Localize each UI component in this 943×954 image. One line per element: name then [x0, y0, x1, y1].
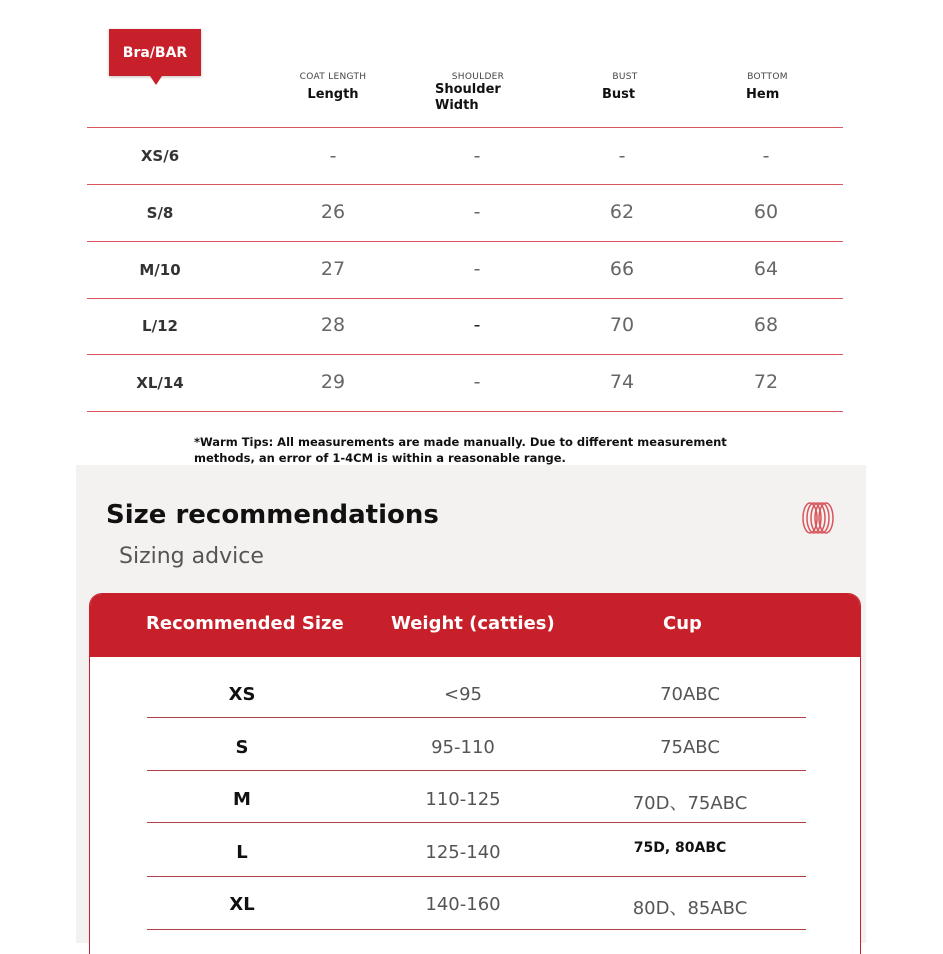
rec-size: S: [235, 737, 249, 758]
rec-weight: 110-125: [425, 789, 501, 810]
column-en-label: SHOULDER: [451, 72, 505, 82]
column-header-hem: [740, 72, 795, 103]
rec-weight: <95: [444, 684, 482, 705]
rec-size: XL: [229, 894, 255, 915]
table-cell: -: [473, 201, 481, 223]
row-size-label: L/12: [142, 317, 178, 335]
recommendation-subtitle: Sizing advice: [119, 544, 264, 569]
rec-weight: 125-140: [425, 842, 501, 863]
rec-weight: 95-110: [431, 737, 495, 758]
column-en-label: BOTTOM: [747, 72, 788, 82]
rec-weight: 140-160: [425, 894, 501, 915]
rec-cup: 75D, 80ABC: [633, 840, 727, 856]
table-cell: 64: [753, 258, 779, 280]
row-size-label: XL/14: [136, 374, 184, 392]
column-en-label: COAT LENGTH: [299, 72, 367, 82]
table-cell: 27: [320, 258, 346, 280]
column-header-length: [295, 72, 371, 103]
size-tag-label: Bra/BAR: [122, 44, 188, 61]
recommendation-table-header: [90, 594, 860, 657]
table-cell: 66: [609, 258, 635, 280]
column-label: Bust: [602, 87, 636, 102]
table-divider: [87, 241, 843, 242]
table-cell: -: [473, 371, 481, 393]
rec-size: L: [236, 842, 248, 863]
header-cup: Cup: [663, 613, 702, 634]
rec-size: M: [233, 789, 251, 810]
table-cell: -: [473, 258, 481, 280]
table-cell: 60: [753, 201, 779, 223]
table-cell: -: [762, 145, 770, 167]
table-cell: 29: [320, 371, 346, 393]
table-divider: [87, 127, 843, 128]
column-label: Length: [307, 87, 359, 102]
row-size-label: XS/6: [140, 147, 180, 165]
column-label: Hem: [746, 87, 780, 102]
rec-divider: [147, 822, 806, 823]
rec-divider: [147, 929, 806, 930]
table-cell: 68: [753, 314, 779, 336]
table-cell: -: [618, 145, 626, 167]
table-divider: [87, 298, 843, 299]
table-cell: -: [473, 314, 481, 336]
table-cell: 62: [609, 201, 635, 223]
header-recommended-size: Recommended Size: [146, 613, 344, 634]
rec-divider: [147, 876, 806, 877]
column-header-shoulder: [435, 72, 521, 114]
table-cell: -: [473, 145, 481, 167]
table-cell: -: [329, 145, 337, 167]
rec-divider: [147, 717, 806, 718]
row-size-label: S/8: [146, 204, 174, 222]
rec-cup: 75ABC: [660, 737, 720, 758]
ring-icon: [800, 500, 836, 536]
rec-size: XS: [228, 684, 256, 705]
table-cell: 74: [609, 371, 635, 393]
size-tag: [109, 29, 201, 76]
column-en-label: BUST: [612, 72, 638, 82]
recommendation-title: Size recommendations: [106, 500, 439, 530]
measurement-tips: *Warm Tips: All measurements are made manually. Due to different measurement methods, an error of 1-4CM is within a reasonable range.: [194, 435, 727, 465]
table-divider: [87, 411, 843, 412]
tag-pointer: [150, 76, 162, 85]
table-divider: [87, 354, 843, 355]
rec-cup: 70D、75ABC: [632, 793, 748, 814]
row-size-label: M/10: [139, 261, 181, 279]
table-cell: 26: [320, 201, 346, 223]
table-cell: 28: [320, 314, 346, 336]
header-weight: Weight (catties): [391, 613, 555, 634]
column-label: Shoulder Width: [435, 82, 501, 113]
table-cell: 72: [753, 371, 779, 393]
table-divider: [87, 184, 843, 185]
rec-cup: 80D、85ABC: [632, 898, 748, 919]
table-cell: 70: [609, 314, 635, 336]
rec-cup: 70ABC: [660, 684, 720, 705]
column-header-bust: [595, 72, 655, 103]
rec-divider: [147, 770, 806, 771]
